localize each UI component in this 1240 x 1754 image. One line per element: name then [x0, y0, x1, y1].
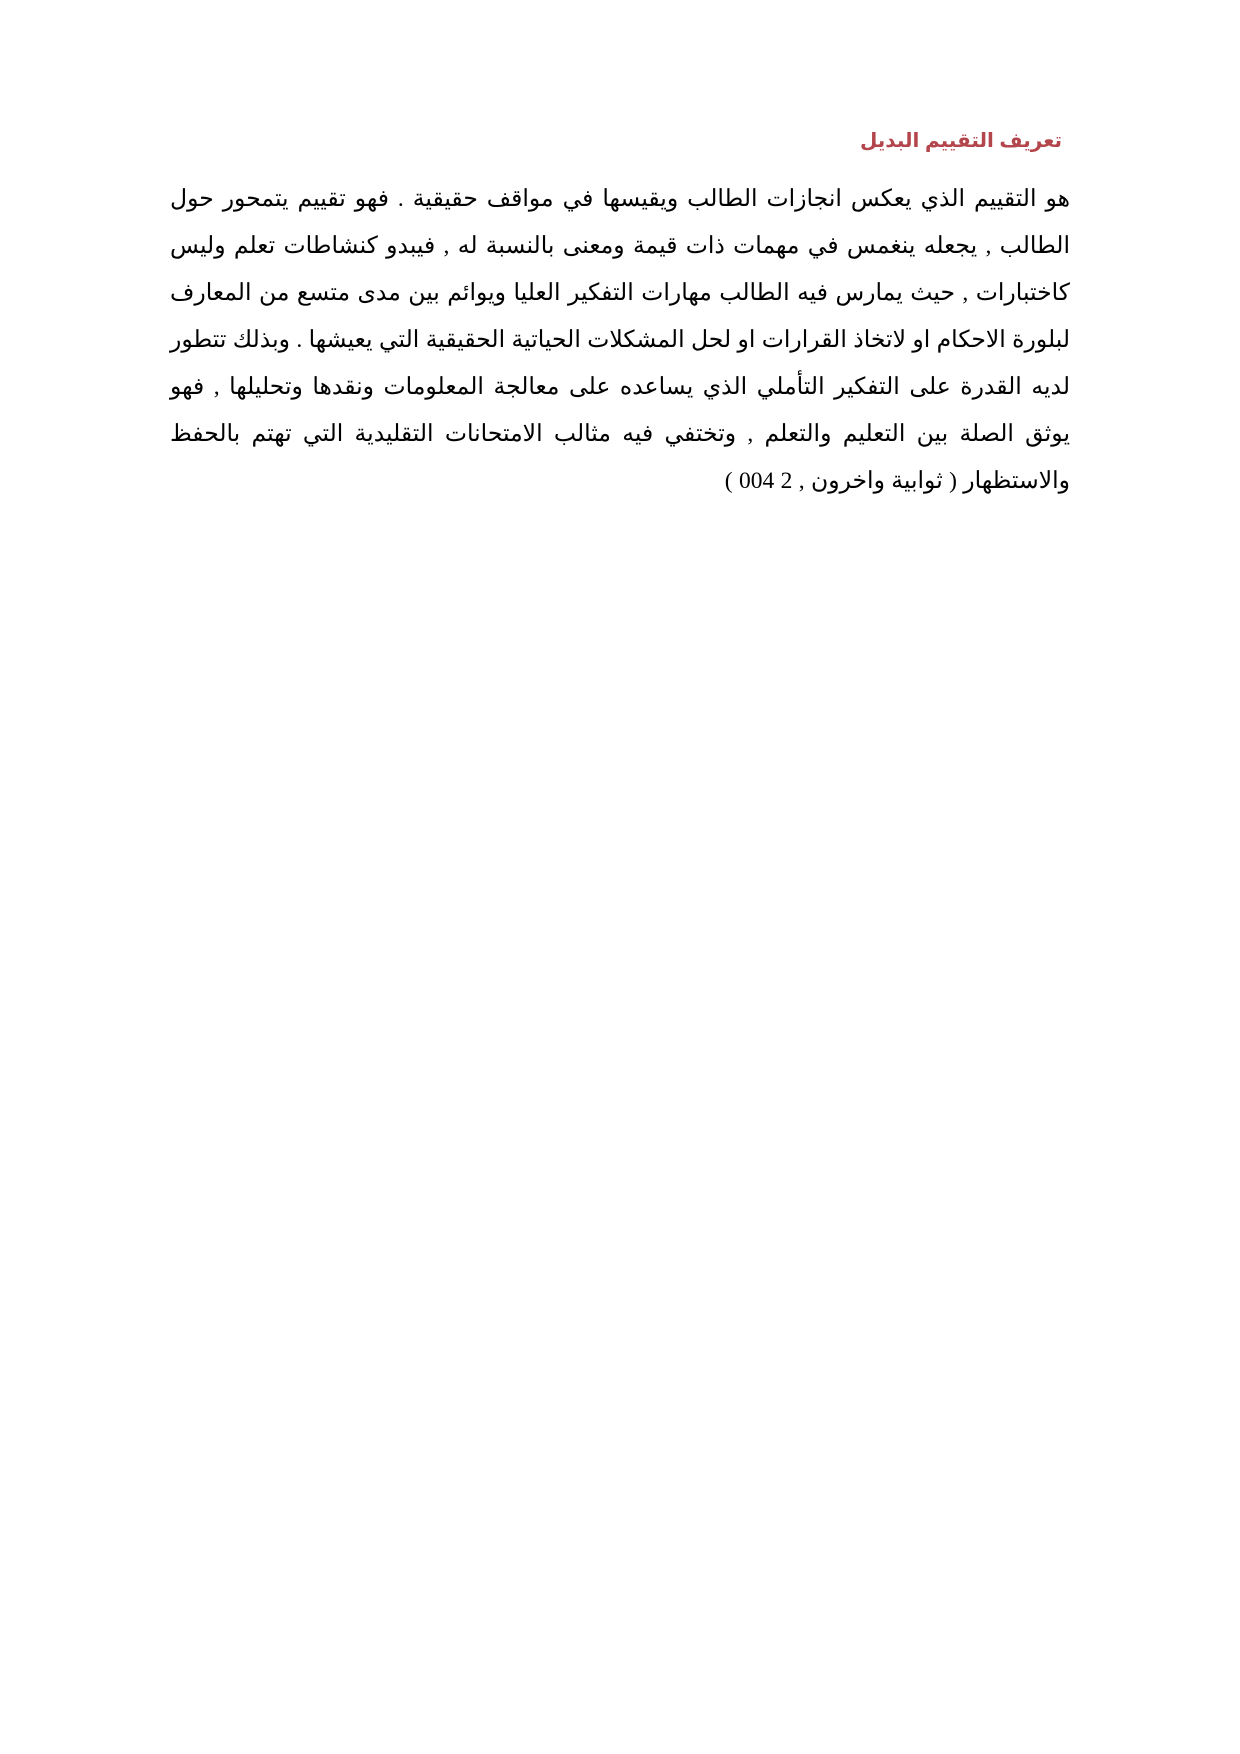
page-content	[170, 128, 1070, 505]
body-paragraph: هو التقييم الذي يعكس انجازات الطالب ويقيسها في مواقف حقيقية . فهو تقييم يتمحور حول الطالب , يجعله ينغمس في مهمات ذات قيمة ومعنى بالنسبة له , فيبدو كنشاطات تعلم وليس كاختبارات , حيث يمارس فيه الطالب مهارات التفكير العليا ويوائم بين مدى متسع من المعارف لبلورة الاحكام او لاتخاذ القرارات او لحل المشكلات الحياتية الحقيقية التي يعيشها . وبذلك تتطور لديه القدرة على التفكير التأملي الذي يساعده على معالجة المعلومات ونقدها وتحليلها , فهو يوثق الصلة بين التعليم والتعلم , وتختفي فيه مثالب الامتحانات التقليدية التي تهتم بالحفظ والاستظهار ( ثوابية واخرون , 2 004 )	[170, 186, 1070, 494]
page-title: تعريف التقييم البديل	[859, 130, 1062, 152]
